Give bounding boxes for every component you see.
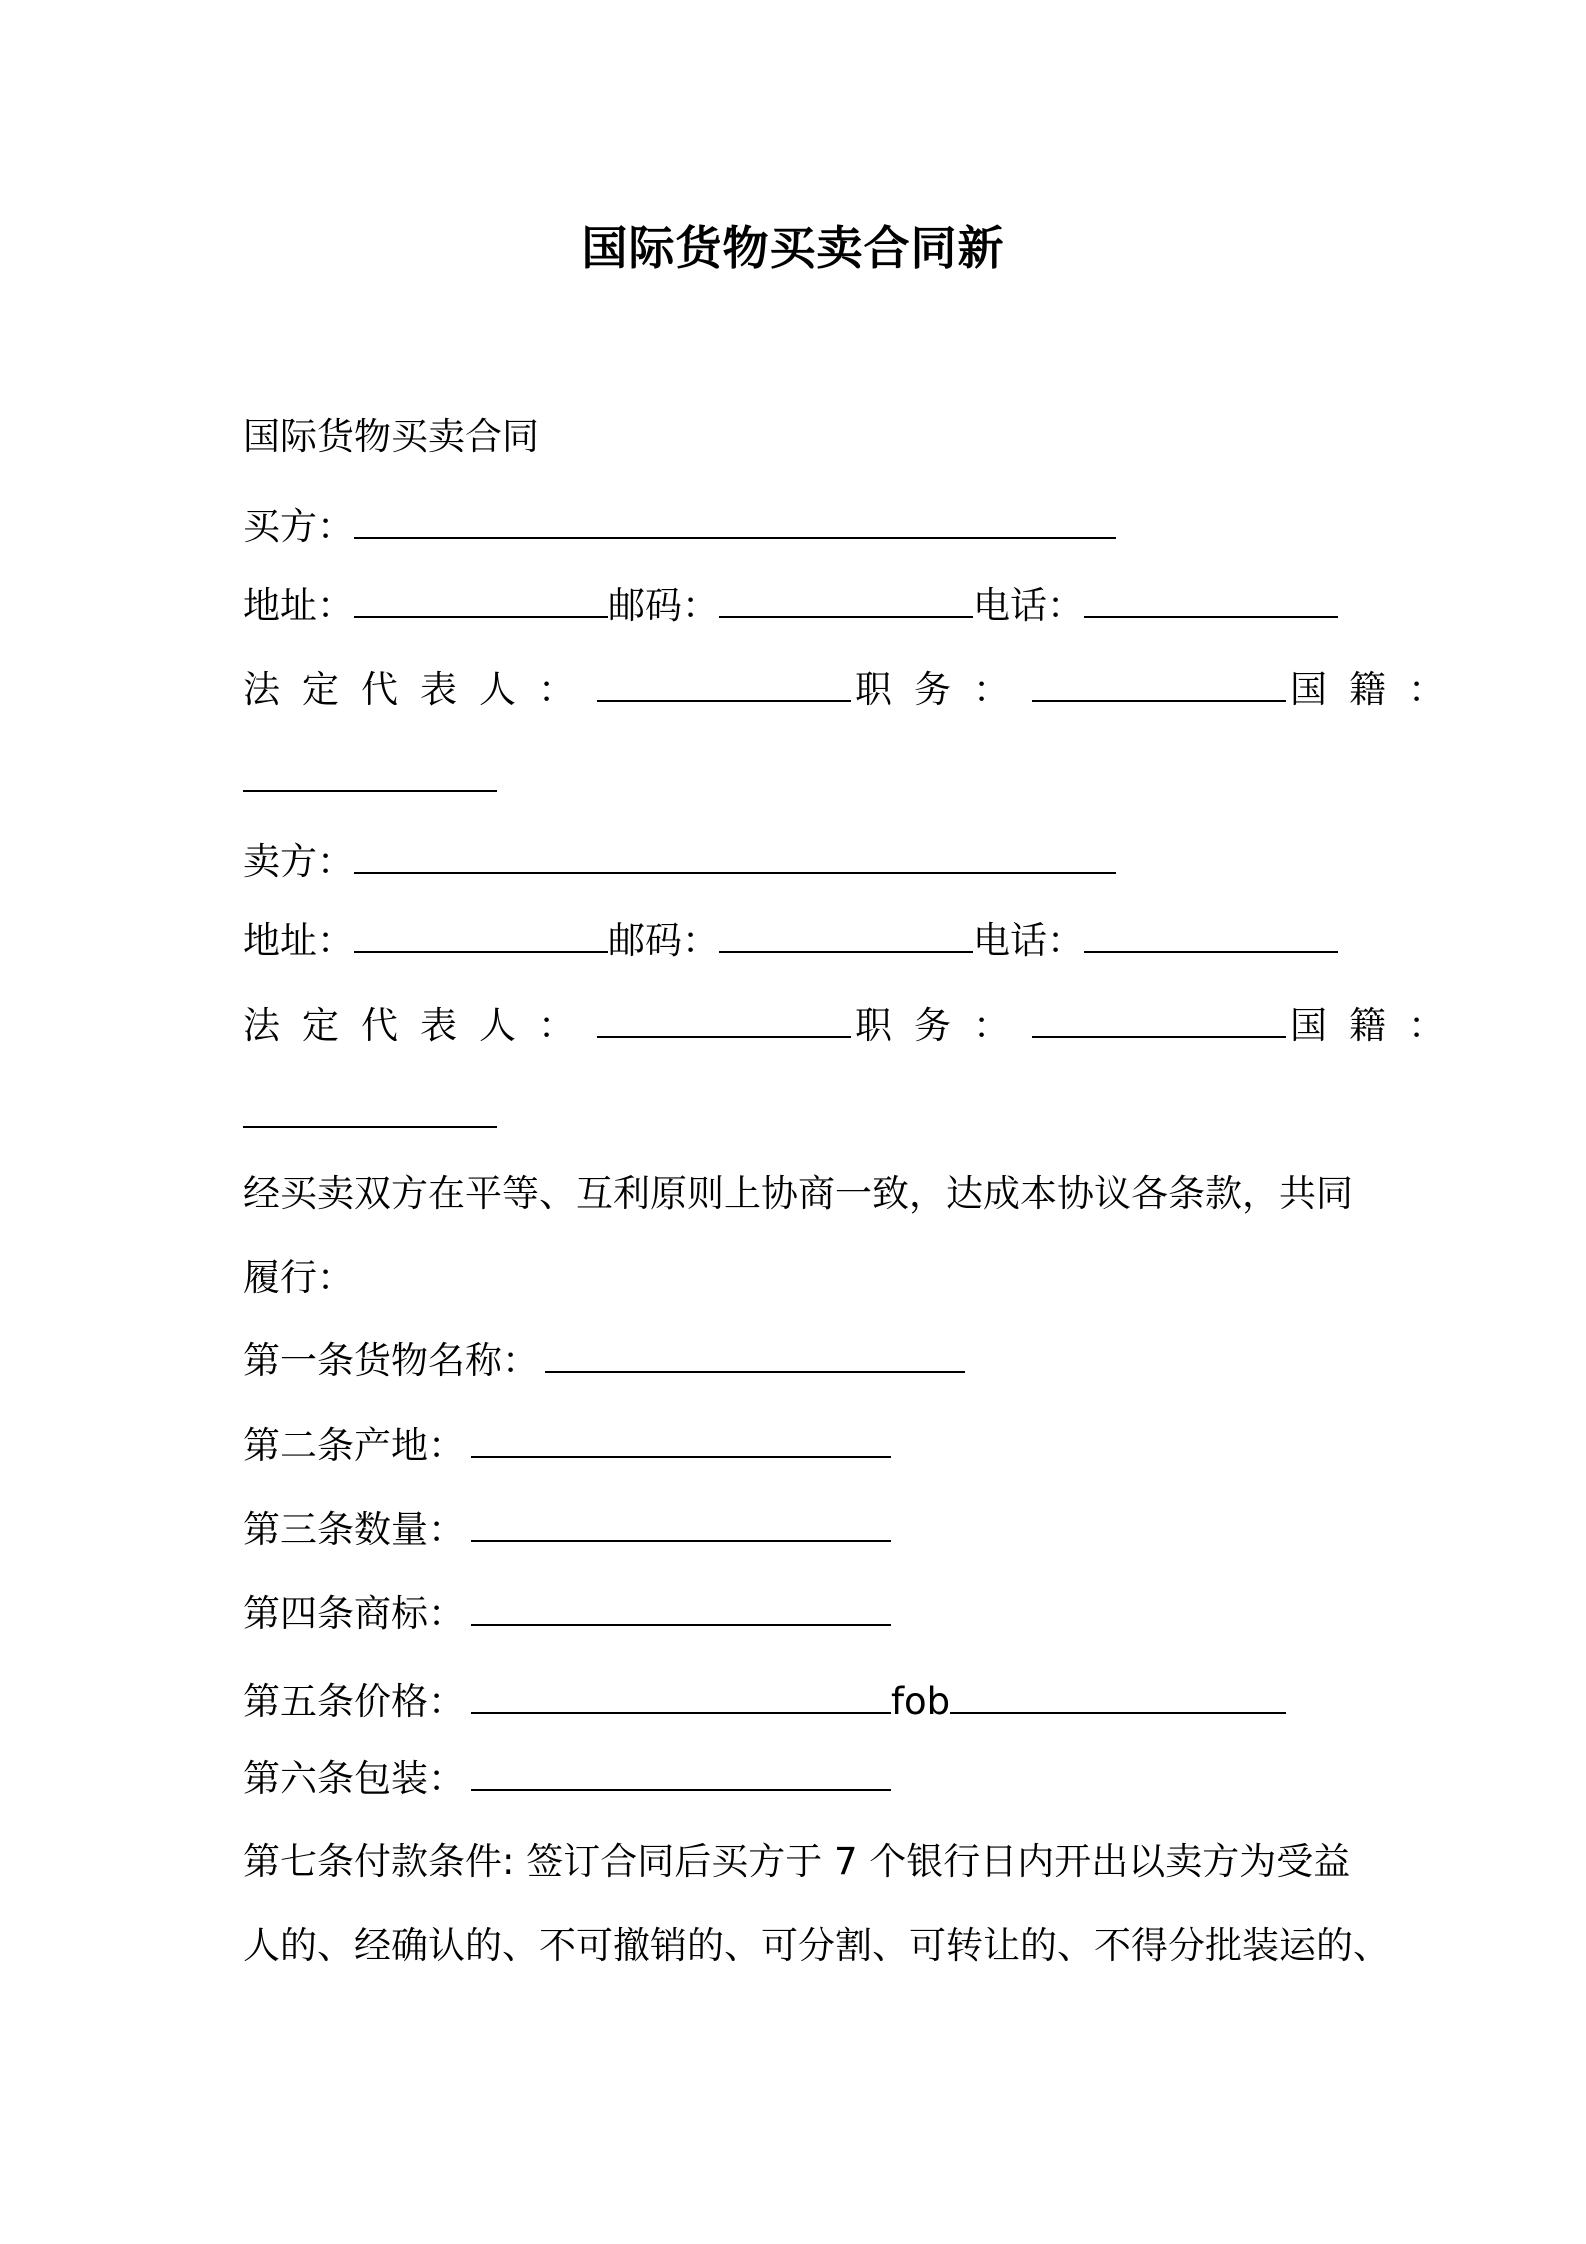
intro-line-1: 经买卖双方在平等、互利原则上协商一致，达成本协议各条款，共同 (243, 1172, 1353, 1215)
buyer-blank[interactable] (354, 507, 1116, 539)
seller-label: 卖方： (243, 840, 354, 883)
seller-nationality-label: 国籍： (1290, 1004, 1467, 1047)
document-title: 国际货物买卖合同新 (581, 221, 1005, 275)
clause-7-line-2: 人的、经确认的、不可撤销的、可分割、可转让的、不得分批装运的、 (243, 1924, 1390, 1967)
clause-6-line (243, 1757, 891, 1801)
seller-phone-blank[interactable] (1084, 921, 1338, 953)
seller-line (243, 840, 1116, 884)
clause-4-blank[interactable] (471, 1594, 891, 1626)
buyer-rep-line (243, 668, 1467, 712)
buyer-nationality-label: 国籍： (1290, 668, 1467, 711)
clause-5-label: 第五条价格： (243, 1680, 465, 1723)
buyer-line (243, 505, 1116, 549)
buyer-phone-label: 电话： (973, 584, 1084, 627)
clause-6-label: 第六条包装： (243, 1757, 465, 1800)
buyer-position-label: 职务： (855, 668, 1032, 711)
clause-6-blank[interactable] (471, 1759, 891, 1791)
buyer-postcode-label: 邮码： (608, 584, 719, 627)
clause-5-line (243, 1680, 1286, 1724)
clause-4-line (243, 1592, 891, 1636)
intro-line-2: 履行： (243, 1256, 354, 1299)
buyer-label: 买方： (243, 505, 354, 548)
buyer-nationality-blank[interactable] (243, 760, 497, 792)
clause-2-label: 第二条产地： (243, 1424, 465, 1467)
clause-5-fob: fob (891, 1680, 951, 1723)
seller-blank[interactable] (354, 842, 1116, 874)
clause-3-blank[interactable] (471, 1510, 891, 1542)
seller-address-blank[interactable] (354, 921, 608, 953)
clause-4-label: 第四条商标： (243, 1592, 465, 1635)
buyer-address-label: 地址： (243, 584, 354, 627)
seller-rep-label: 法定代表人： (243, 1004, 597, 1047)
clause-1-label: 第一条货物名称： (243, 1339, 539, 1382)
clause-2-blank[interactable] (471, 1426, 891, 1458)
seller-nationality-blank[interactable] (243, 1096, 497, 1128)
clause-5-blank[interactable] (471, 1682, 891, 1714)
buyer-address-line (243, 584, 1338, 628)
clause-2-line (243, 1424, 891, 1468)
seller-postcode-label: 邮码： (608, 919, 719, 962)
buyer-nationality-line (243, 758, 497, 802)
clause-3-line (243, 1508, 891, 1552)
seller-position-blank[interactable] (1032, 1006, 1286, 1038)
buyer-address-blank[interactable] (354, 586, 608, 618)
clause-1-line (243, 1339, 965, 1383)
buyer-position-blank[interactable] (1032, 670, 1286, 702)
contract-subtitle: 国际货物买卖合同 (243, 415, 539, 458)
buyer-postcode-blank[interactable] (719, 586, 973, 618)
seller-postcode-blank[interactable] (719, 921, 973, 953)
buyer-rep-label: 法定代表人： (243, 668, 597, 711)
seller-address-label: 地址： (243, 919, 354, 962)
clause-3-label: 第三条数量： (243, 1508, 465, 1551)
seller-rep-line (243, 1004, 1467, 1048)
seller-address-line (243, 919, 1338, 963)
seller-position-label: 职务： (855, 1004, 1032, 1047)
clause-5-fob-blank[interactable] (950, 1682, 1286, 1714)
seller-phone-label: 电话： (973, 919, 1084, 962)
buyer-phone-blank[interactable] (1084, 586, 1338, 618)
buyer-rep-blank[interactable] (597, 670, 851, 702)
seller-rep-blank[interactable] (597, 1006, 851, 1038)
clause-1-blank[interactable] (545, 1341, 965, 1373)
clause-7-line-1: 第七条付款条件: 签订合同后买方于 7 个银行日内开出以卖方为受益 (243, 1840, 1351, 1883)
seller-nationality-line (243, 1094, 497, 1138)
